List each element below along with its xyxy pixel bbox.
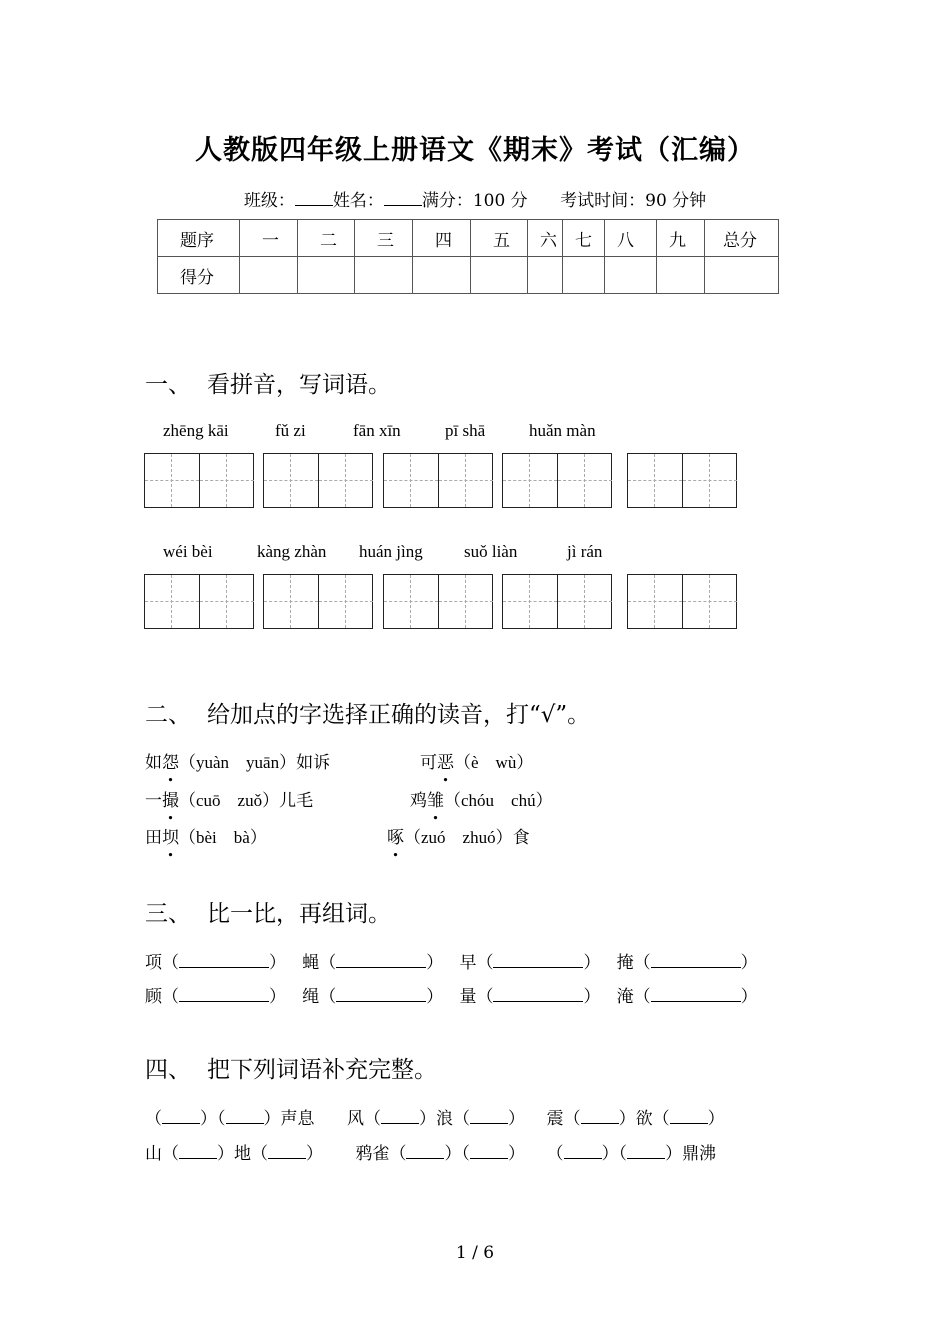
answer-blank[interactable] [179, 1144, 217, 1159]
dotted-char: 恶 [437, 753, 454, 773]
writing-grid[interactable] [627, 453, 737, 508]
score-header-cell: 五 [471, 220, 528, 257]
score-cell[interactable] [240, 257, 298, 294]
section-number: 一、 [145, 372, 191, 398]
answer-blank[interactable] [564, 1144, 602, 1159]
answer-blank[interactable] [406, 1144, 444, 1159]
score-cell[interactable] [298, 257, 355, 294]
idiom-text: 山 [145, 1144, 162, 1164]
score-table-score-row [158, 257, 779, 294]
pinyin: jì rán [567, 542, 603, 561]
score-cell[interactable] [605, 257, 657, 294]
pinyin: suǒ liàn [464, 542, 518, 561]
idiom-row: （ ）（ ）声息 风（ ）浪（ ） 震（ ）欲（ ） [145, 1109, 725, 1129]
char: 顾 [145, 987, 162, 1007]
writing-grid[interactable] [383, 453, 493, 508]
score-header-cell: 六 [528, 220, 563, 257]
score-cell[interactable] [563, 257, 605, 294]
writing-grid[interactable] [144, 453, 254, 508]
writing-grid[interactable] [502, 574, 612, 629]
char: 项 [145, 953, 162, 973]
score-header-cell: 一 [240, 220, 298, 257]
score-header-cell: 八 [605, 220, 657, 257]
score-header-cell: 二 [298, 220, 355, 257]
score-header-cell: 总分 [705, 220, 779, 257]
score-header-cell: 四 [413, 220, 471, 257]
answer-blank[interactable] [670, 1109, 708, 1124]
answer-blank[interactable] [336, 987, 426, 1002]
dotted-char: 坝 [162, 828, 179, 848]
answer-blank[interactable] [381, 1109, 419, 1124]
reading-options[interactable]: （bèi bà） [179, 828, 267, 847]
answer-blank[interactable] [179, 987, 269, 1002]
reading-options[interactable]: （zuó zhuó） [404, 828, 513, 847]
score-cell[interactable] [471, 257, 528, 294]
answer-blank[interactable] [268, 1144, 306, 1159]
idiom-text: 浪 [435, 1109, 453, 1129]
char: 绳 [302, 987, 320, 1007]
pronunciation-item: 鸡雏（chóu chú） [410, 791, 553, 811]
score-header-cell: 三 [355, 220, 413, 257]
score-row-label: 得分 [158, 257, 240, 294]
section-4-heading [145, 1051, 437, 1084]
reading-options[interactable]: （chóu chú） [444, 791, 553, 810]
char: 淹 [616, 987, 634, 1007]
idiom-text: 鼎沸 [682, 1144, 717, 1164]
char: 掩 [616, 953, 634, 973]
word-group-row: 顾（ ） 绳（ ） 量（ ） 淹（ ） [145, 987, 758, 1007]
exam-time: 考试时间：90 分钟 [560, 191, 707, 211]
pinyin: fǔ zi [275, 421, 306, 440]
score-header-cell: 七 [563, 220, 605, 257]
class-blank[interactable] [295, 191, 333, 206]
writing-grid[interactable] [144, 574, 254, 629]
name-blank[interactable] [384, 191, 422, 206]
answer-blank[interactable] [651, 953, 741, 968]
pinyin: huǎn màn [529, 421, 596, 440]
answer-blank[interactable] [581, 1109, 619, 1124]
section-number: 二、 [145, 702, 191, 728]
pinyin: huán jìng [359, 542, 423, 561]
dotted-char: 雏 [427, 791, 444, 811]
dotted-char: 怨 [162, 753, 179, 773]
pronunciation-item: 田坝（bèi bà） [145, 828, 267, 848]
dotted-char: 撮 [162, 791, 179, 811]
score-table [157, 219, 779, 294]
section-title: 比一比，再组词。 [207, 901, 391, 927]
char: 蝇 [302, 953, 320, 973]
answer-blank[interactable] [162, 1109, 200, 1124]
section-title: 看拼音，写词语。 [207, 372, 391, 398]
answer-blank[interactable] [651, 987, 741, 1002]
reading-options[interactable]: （è wù） [454, 753, 534, 772]
pronunciation-item: 啄（zuó zhuó）食 [387, 828, 530, 848]
pinyin: pī shā [445, 421, 486, 440]
score-cell[interactable] [413, 257, 471, 294]
char: 早 [459, 953, 477, 973]
idiom-text: 地 [234, 1144, 251, 1164]
section-number: 三、 [145, 901, 191, 927]
answer-blank[interactable] [470, 1144, 508, 1159]
pronunciation-item: 如怨（yuàn yuān）如诉 [145, 753, 331, 773]
reading-options[interactable]: （cuō zuǒ） [179, 791, 280, 810]
writing-grid[interactable] [263, 453, 373, 508]
idiom-text: 鸦雀 [355, 1144, 390, 1164]
score-header-cell: 题序 [158, 220, 240, 257]
idiom-text: 声息 [280, 1109, 315, 1129]
section-3-heading [145, 895, 391, 928]
pronunciation-item: 可恶（è wù） [420, 753, 534, 773]
pinyin: wéi bèi [163, 542, 213, 561]
char: 量 [459, 987, 477, 1007]
answer-blank[interactable] [226, 1109, 264, 1124]
section-2-heading [145, 696, 590, 729]
writing-grid[interactable] [263, 574, 373, 629]
score-header-cell: 九 [657, 220, 705, 257]
score-cell[interactable] [657, 257, 705, 294]
score-cell[interactable] [705, 257, 779, 294]
pinyin: kàng zhàn [257, 542, 327, 561]
full-score: 满分：100 分 [421, 191, 528, 211]
class-label: 班级： [243, 191, 295, 211]
pinyin: zhēng kāi [163, 421, 229, 440]
idiom-text: 欲 [635, 1109, 653, 1129]
answer-blank[interactable] [179, 953, 269, 968]
answer-blank[interactable] [470, 1109, 508, 1124]
section-title: 把下列词语补充完整。 [207, 1057, 437, 1083]
answer-blank[interactable] [493, 987, 583, 1002]
score-cell[interactable] [355, 257, 413, 294]
idiom-row: 山（ ）地（ ） 鸦雀（ ）（ ） （ ）（ ）鼎沸 [145, 1144, 717, 1164]
pronunciation-item: 一撮（cuō zuǒ）儿毛 [145, 791, 314, 811]
answer-blank[interactable] [627, 1144, 665, 1159]
answer-blank[interactable] [493, 953, 583, 968]
section-number: 四、 [145, 1057, 191, 1083]
name-label: 姓名： [332, 191, 384, 211]
reading-options[interactable]: （yuàn yuān） [179, 753, 297, 772]
writing-grid[interactable] [383, 574, 493, 629]
section-1-heading [145, 366, 391, 399]
score-cell[interactable] [528, 257, 563, 294]
word-group-row: 项（ ） 蝇（ ） 早（ ） 掩（ ） [145, 953, 758, 973]
idiom-text: 震 [546, 1109, 564, 1129]
page-number: 1 / 6 [455, 1243, 495, 1263]
writing-grid[interactable] [502, 453, 612, 508]
answer-blank[interactable] [336, 953, 426, 968]
score-table-header-row [158, 220, 779, 257]
exam-meta [0, 186, 950, 211]
pinyin: fān xīn [353, 421, 401, 440]
dotted-char: 啄 [387, 828, 404, 848]
page-title: 人教版四年级上册语文《期末》考试（汇编） [195, 135, 755, 166]
idiom-text: 风 [346, 1109, 364, 1129]
writing-grid[interactable] [627, 574, 737, 629]
section-title: 给加点的字选择正确的读音，打“√”。 [207, 702, 591, 728]
